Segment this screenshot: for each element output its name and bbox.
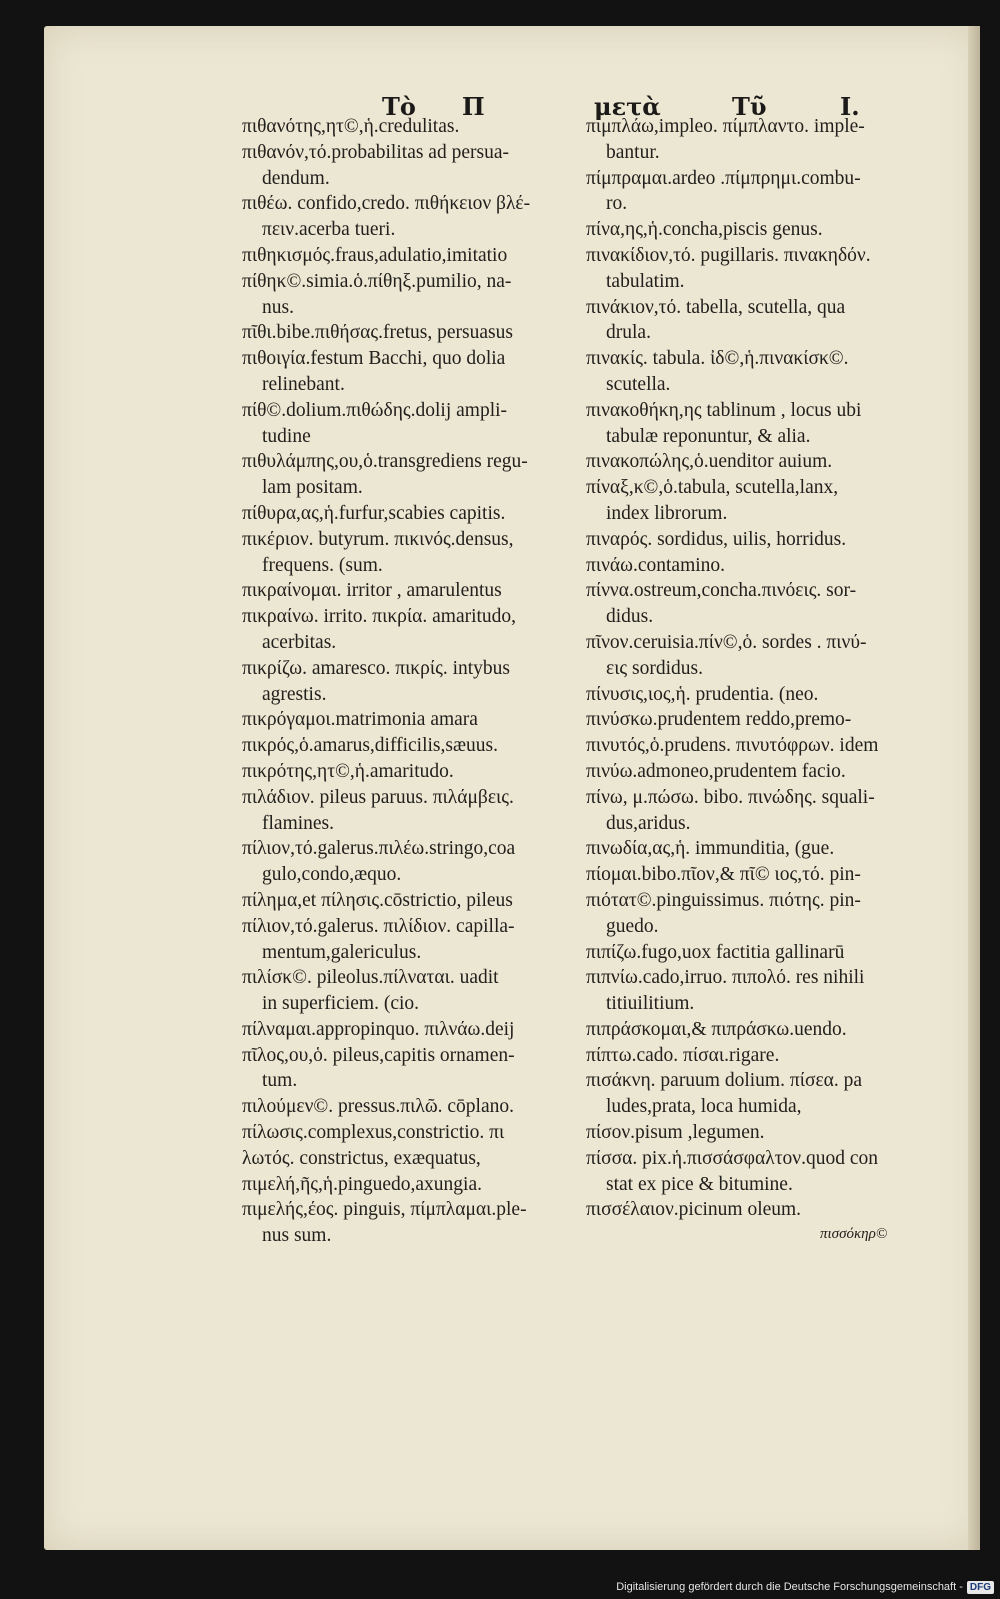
- dictionary-line: πινάω.contamino.: [586, 554, 726, 576]
- dictionary-line: πιλούμεν©. pressus.πιλῶ. cōplano.: [242, 1096, 515, 1118]
- dictionary-line: agrestis.: [262, 683, 327, 705]
- dictionary-line: πειν.acerba tueri.: [262, 219, 396, 241]
- dictionary-line: πιθοιγία.festum Bacchi, quo dolia: [242, 348, 506, 370]
- dictionary-line: πίσον.pisum ,legumen.: [586, 1122, 765, 1144]
- dictionary-line: πισσέλαιον.picinum oleum.: [586, 1199, 802, 1221]
- dictionary-line: πινυτός,ὁ.prudens. πινυτόφρων. idem: [586, 735, 879, 757]
- dictionary-line: dus,aridus.: [606, 812, 691, 834]
- dictionary-line: acerbitas.: [262, 631, 337, 653]
- dictionary-line: πιπνίω.cado,irruo. πιπολό. res nihili: [586, 967, 865, 989]
- header-word-4: Τῦ: [732, 92, 767, 121]
- dictionary-line: πικρόγαμοι.matrimonia amara: [242, 709, 478, 731]
- dictionary-line: πικραίνομαι. irritor , amarulentus: [242, 580, 502, 602]
- dictionary-line: πίσσα. pix.ἡ.πισσάσφαλτον.quod con: [586, 1147, 879, 1169]
- dictionary-line: titiuilitium.: [606, 993, 695, 1015]
- dictionary-line: πιναρός. sordidus, uilis, horridus.: [586, 528, 847, 550]
- dictionary-line: πιπράσκομαι,& πιπράσκω.uendo.: [586, 1018, 847, 1040]
- dictionary-line: εις sordidus.: [606, 657, 703, 679]
- dictionary-line: πικρίζω. amaresco. πικρίς. intybus: [242, 657, 511, 679]
- dictionary-line: guedo.: [606, 915, 659, 937]
- dictionary-line: tabulæ reponuntur, & alia.: [606, 425, 811, 447]
- dictionary-line: tabulatim.: [606, 270, 685, 292]
- dictionary-line: πισάκνη. paruum dolium. πίσεα. pa: [586, 1070, 863, 1092]
- left-column: [242, 114, 612, 1249]
- dictionary-line: πίθηκ©.simia.ὁ.πίθηξ.pumilio, na-: [242, 270, 512, 292]
- dictionary-line: πικρός,ὁ.amarus,difficilis,sæuus.: [242, 735, 498, 757]
- dictionary-line: πιθηκισμός.fraus,adulatio,imitatio: [242, 244, 508, 266]
- dictionary-line: πίομαι.bibo.πῖον,& πῖ© ιος,τό. pin-: [586, 864, 861, 886]
- header-word-5: Ι.: [840, 92, 860, 121]
- dictionary-line: bantur.: [606, 141, 660, 163]
- dictionary-line: πικραίνω. irrito. πικρία. amaritudo,: [242, 606, 517, 628]
- dictionary-line: didus.: [606, 606, 654, 628]
- header-word-1: Τὸ: [382, 92, 416, 121]
- dictionary-line: πίναξ,κ©,ὁ.tabula, scutella,lanx,: [586, 477, 839, 499]
- dictionary-line: πινάκιον,τό. tabella, scutella, qua: [586, 296, 846, 318]
- dictionary-line: πίλωσις.complexus,constrictio. πι: [242, 1122, 505, 1144]
- dictionary-line: λωτός. constrictus, exæquatus,: [242, 1147, 481, 1169]
- dictionary-line: πιλάδιον. pileus paruus. πιλάμβεις.: [242, 786, 514, 808]
- dictionary-line: gulo,condo,æquo.: [262, 864, 402, 886]
- dictionary-line: drula.: [606, 322, 651, 344]
- dictionary-line: dendum.: [262, 167, 330, 189]
- dictionary-line: πικέριον. butyrum. πικινός.densus,: [242, 528, 514, 550]
- dictionary-line: πῖνον.ceruisia.πίν©,ὁ. sordes . πινύ-: [586, 631, 867, 653]
- right-column: [586, 114, 916, 1223]
- dictionary-line: πιθανόν,τό.probabilitas ad persua-: [242, 141, 509, 163]
- dictionary-line: πιμπλάω,impleo. πίμπλαντο. imple-: [586, 116, 865, 137]
- dictionary-line: πίνω, μ.πώσω. bibo. πινώδης. squali-: [586, 786, 875, 808]
- credit-text: Digitalisierung gefördert durch die Deutsche Forschungsgemeinschaft -: [616, 1581, 963, 1593]
- dictionary-line: πιπίζω.fugo,uox factitia gallinarū: [586, 941, 845, 963]
- dictionary-line: πίλημα,et πίλησις.cōstrictio, pileus: [242, 889, 513, 911]
- dictionary-line: πίλναμαι.appropinquo. πιλνάω.deij: [242, 1018, 515, 1040]
- dictionary-line: πίννα.ostreum,concha.πινόεις. sor-: [586, 580, 857, 602]
- dictionary-line: πίπτω.cado. πίσαι.rigare.: [586, 1044, 780, 1066]
- dictionary-line: nus.: [262, 296, 294, 318]
- dictionary-line: ro.: [606, 193, 628, 215]
- catchword: πισσόκηρ©: [820, 1226, 888, 1242]
- dictionary-line: relinebant.: [262, 373, 345, 395]
- dictionary-line: πιμελή,ῆς,ἡ.pinguedo,axungia.: [242, 1173, 483, 1195]
- dictionary-line: nus sum.: [262, 1225, 332, 1247]
- dictionary-line: stat ex pice & bitumine.: [606, 1173, 793, 1195]
- dictionary-line: πῖλος,ου,ὁ. pileus,capitis ornamen-: [242, 1044, 515, 1066]
- dictionary-line: πίθυρα,ας,ἡ.furfur,scabies capitis.: [242, 502, 506, 524]
- dictionary-line: πίθ©.dolium.πιθώδης.dolij ampli-: [242, 399, 508, 421]
- dictionary-line: lam positam.: [262, 477, 363, 499]
- dictionary-line: πίνα,ης,ἡ.concha,piscis genus.: [586, 219, 823, 241]
- page-edge: [968, 26, 980, 1550]
- dictionary-line: πίμπραμαι.ardeo .πίμπρημι.combu-: [586, 167, 861, 189]
- dictionary-line: πιθυλάμπης,ου,ὁ.transgrediens regu-: [242, 451, 528, 473]
- dictionary-line: πιότατ©.pinguissimus. πιότης. pin-: [586, 889, 861, 911]
- dictionary-line: πινακίδιον,τό. pugillaris. πινακηδόν.: [586, 244, 871, 266]
- dictionary-line: πιθανότης,ητ©,ἡ.credulitas.: [242, 116, 460, 137]
- dictionary-line: πινύω.admoneo,prudentem facio.: [586, 760, 846, 782]
- dictionary-line: mentum,galericulus.: [262, 941, 422, 963]
- dictionary-line: πίλιον,τό.galerus. πιλίδιον. capilla-: [242, 915, 515, 937]
- dictionary-line: scutella.: [606, 373, 671, 395]
- dictionary-line: πιλίσκ©. pileolus.πίλναται. uadit: [242, 967, 499, 989]
- dictionary-line: index librorum.: [606, 502, 728, 524]
- digitization-credit: [616, 1579, 994, 1595]
- dictionary-line: πικρότης,ητ©,ἡ.amaritudo.: [242, 760, 454, 782]
- dictionary-line: ludes,prata, loca humida,: [606, 1096, 802, 1118]
- dictionary-line: in superficiem. (cio.: [262, 993, 420, 1015]
- dictionary-line: flamines.: [262, 812, 335, 834]
- dictionary-line: πῖθι.bibe.πιθήσας.fretus, persuasus: [242, 322, 513, 344]
- dictionary-line: πίνυσις,ιος,ἡ. prudentia. (neo.: [586, 683, 819, 705]
- dictionary-line: tudine: [262, 425, 311, 447]
- header-word-2: Π: [462, 92, 485, 121]
- dictionary-line: πίλιον,τό.galerus.πιλέω.stringo,coa: [242, 838, 516, 860]
- dictionary-line: πιθέω. confido,credo. πιθήκειον βλέ-: [242, 193, 531, 215]
- dictionary-line: tum.: [262, 1070, 298, 1092]
- dictionary-line: πινακίς. tabula. ἰδ©,ἡ.πινακίσκ©.: [586, 348, 849, 370]
- dictionary-line: frequens. (sum.: [262, 554, 383, 576]
- dictionary-line: πινωδία,ας,ἡ. immunditia, (gue.: [586, 838, 835, 860]
- dfg-logo: DFG: [967, 1581, 994, 1594]
- dictionary-line: πινύσκω.prudentem reddo,premo-: [586, 709, 852, 731]
- dictionary-line: πινακοθήκη,ης tablinum , locus ubi: [586, 399, 862, 421]
- dictionary-line: πιμελής,έος. pinguis, πίμπλαμαι.ple-: [242, 1199, 527, 1221]
- header-word-3: μετὰ: [594, 92, 661, 121]
- dictionary-line: πινακοπώλης,ὁ.uenditor auium.: [586, 451, 833, 473]
